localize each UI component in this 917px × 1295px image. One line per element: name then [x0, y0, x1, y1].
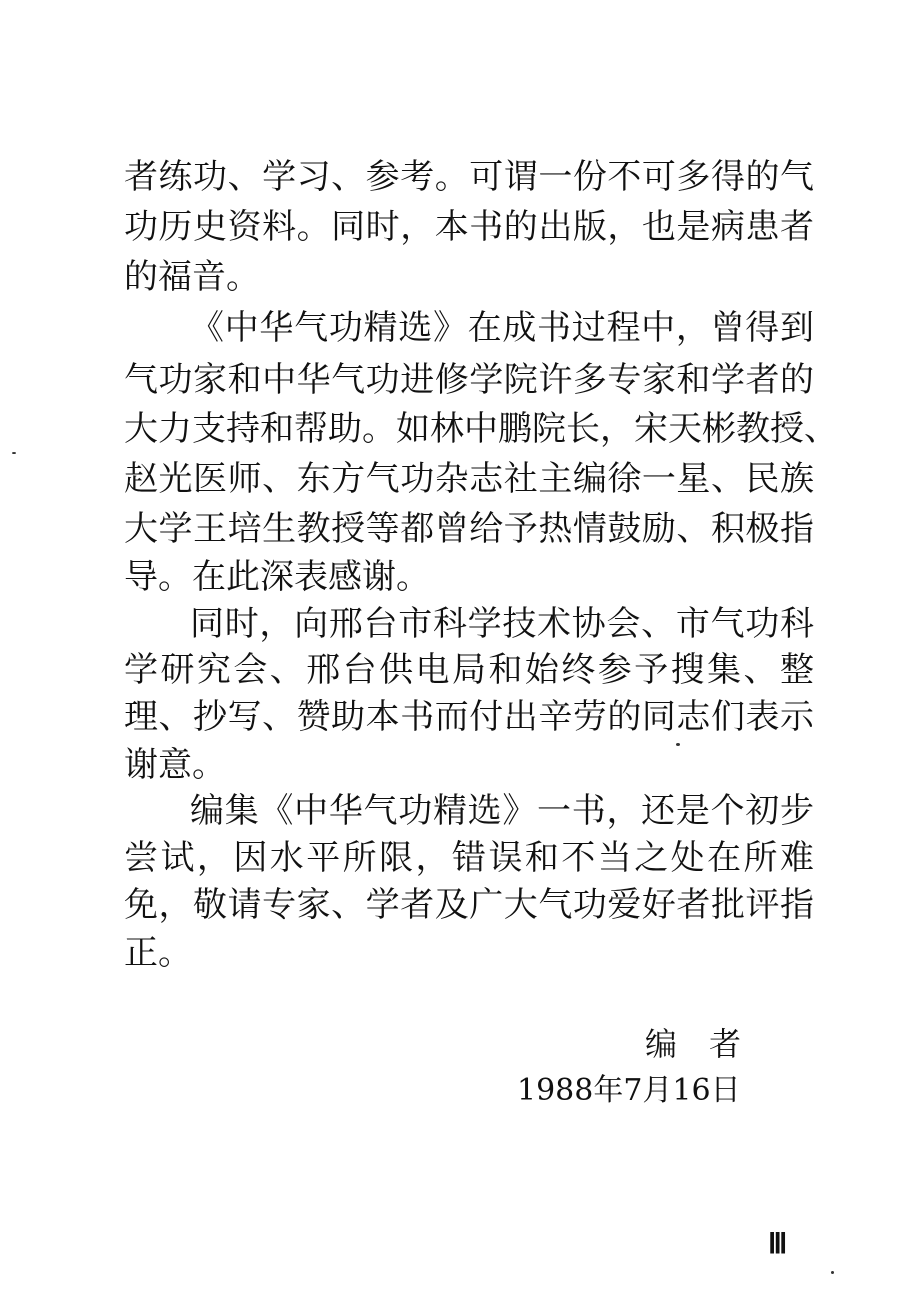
text-line: 谢意。	[124, 745, 226, 785]
text-line: 气功家和中华气功进修学院许多专家和学者的	[124, 360, 814, 400]
signature-date: 1988年7月16日	[517, 1073, 741, 1108]
text-line: 大力支持和帮助。如林中鹏院长，宋天彬教授、	[124, 409, 838, 449]
scan-speck	[831, 1271, 834, 1274]
text-line: 者练功、学习、参考。可谓一份不可多得的气	[124, 157, 814, 197]
text-line: 编集《中华气功精选》一书，还是个初步	[190, 791, 814, 831]
page-number: Ⅲ	[768, 1229, 788, 1260]
author-signature: 编 者	[645, 1025, 742, 1063]
text-line: 导。在此深表感谢。	[124, 557, 430, 597]
text-line: 尝试，因水平所限，错误和不当之处在所难	[124, 838, 814, 878]
text-line: 的福音。	[124, 257, 260, 297]
scan-speck	[676, 743, 680, 746]
text-line: 《中华气功精选》在成书过程中，曾得到	[190, 308, 814, 348]
text-line: 理、抄写、赞助本书而付出辛劳的同志们表示	[124, 697, 814, 737]
text-line: 免，敬请专家、学者及广大气功爱好者批评指	[124, 885, 814, 925]
text-line: 同时，向邢台市科学技术协会、市气功科	[190, 604, 814, 644]
text-line: 大学王培生教授等都曾给予热情鼓励、积极指	[124, 509, 814, 549]
text-line: 功历史资料。同时，本书的出版，也是病患者	[124, 207, 814, 247]
text-line: 正。	[124, 933, 192, 973]
scan-speck	[12, 452, 16, 454]
text-line: 学研究会、邢台供电局和始终参予搜集、整	[124, 650, 814, 690]
text-line: 赵光医师、东方气功杂志社主编徐一星、民族	[124, 459, 814, 499]
